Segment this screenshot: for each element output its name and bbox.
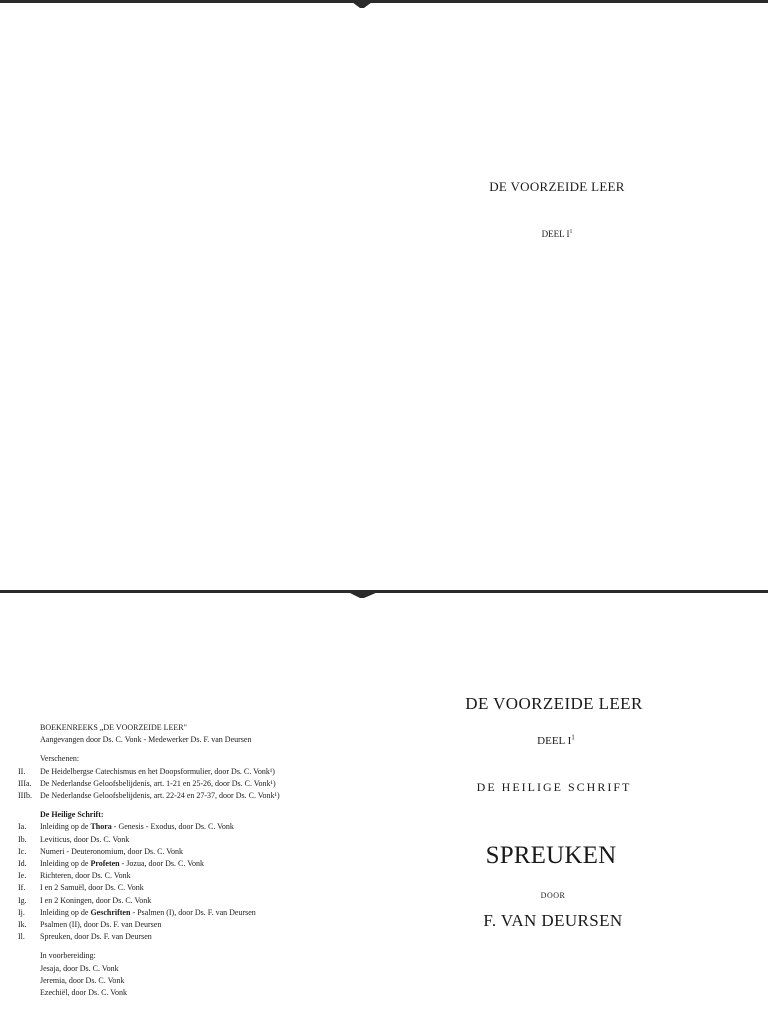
title-page-series: DE VOORZEIDE LEER (465, 694, 643, 713)
item-text: De Nederlandse Geloofsbelijdenis, art. 22-24 en 27-37, door Ds. C. Vonk¹) (40, 791, 280, 801)
scripture-heading: De Heilige Schrift: (40, 810, 104, 820)
scripture-item (18, 834, 348, 846)
item-number: Il. (18, 932, 25, 942)
item-number: If. (18, 883, 26, 893)
item-text: De Heidelbergse Catechismus en het Doopsformulier, door Ds. C. Vonk¹) (40, 766, 275, 776)
page-edge-bottom (0, 590, 768, 598)
item-number: Ib. (18, 834, 27, 844)
item-number: IIIa. (18, 778, 32, 788)
page-edge-top (0, 0, 768, 8)
scripture-item (18, 858, 348, 870)
item-number: Ic. (18, 846, 27, 856)
scripture-item (18, 919, 348, 931)
scripture-item (18, 895, 348, 907)
series-subtitle: Aangevangen door Ds. C. Vonk - Medewerker Ds. F. van Deursen (40, 735, 252, 745)
title-page-book: SPREUKEN (485, 842, 617, 869)
item-number: Ig. (18, 895, 27, 905)
item-number: Ik. (18, 920, 27, 930)
scripture-item (18, 907, 348, 919)
scripture-item (18, 821, 348, 833)
published-item (18, 766, 348, 778)
title-page-author: F. VAN DEURSEN (483, 911, 623, 930)
item-text: Numeri - Deuteronomium, door Ds. C. Vonk (40, 846, 184, 856)
published-item (18, 790, 348, 802)
item-text: Leviticus, door Ds. C. Vonk (40, 834, 130, 844)
published-item (18, 778, 348, 790)
item-number: Ij. (18, 907, 25, 917)
prep-item: Jesaja, door Ds. C. Vonk (40, 963, 119, 973)
item-number: IIIb. (18, 791, 32, 801)
top-title: DE VOORZEIDE LEER (489, 179, 625, 194)
top-subtitle: DEEL $I^1$ (541, 229, 573, 239)
series-list (18, 722, 348, 999)
item-text: I en 2 Koningen, door Ds. C. Vonk (40, 895, 152, 905)
title-page-section: DE HEILIGE SCHRIFT (476, 780, 632, 794)
item-text: I en 2 Samuël, door Ds. C. Vonk (40, 883, 144, 893)
scripture-item (18, 846, 348, 858)
item-number: II. (18, 766, 26, 776)
item-number: Ia. (18, 822, 27, 832)
published-heading: Verschenen: (40, 754, 80, 764)
item-text: De Nederlandse Geloofsbelijdenis, art. 1-21 en 25-26, door Ds. C. Vonk¹) (40, 778, 276, 788)
prep-item: Jeremia, door Ds. C. Vonk (40, 975, 125, 985)
item-number: Id. (18, 859, 27, 869)
published-list (18, 766, 348, 803)
item-text: Inleiding op de Profeten - Jozua, door Ds. C. Vonk (40, 859, 204, 869)
item-text: Spreuken, door Ds. F. van Deursen (40, 932, 152, 942)
scripture-item (18, 931, 348, 943)
scripture-item (18, 882, 348, 894)
prep-heading: In voorbereiding: (40, 951, 96, 961)
title-page-door: DOOR (540, 891, 566, 900)
item-number: Ie. (18, 871, 27, 881)
item-text: Inleiding op de Geschriften - Psalmen (I), door Ds. F. van Deursen (40, 907, 256, 917)
scripture-item (18, 870, 348, 882)
item-text: Richteren, door Ds. C. Vonk (40, 871, 131, 881)
scripture-list (18, 821, 348, 943)
prep-item: Ezechiël, door Ds. C. Vonk (40, 988, 128, 998)
series-title: BOEKENREEKS „DE VOORZEIDE LEER" (40, 723, 187, 732)
title-page-deel: DEEL $I^1$ (537, 733, 575, 747)
item-text: Psalmen (II), door Ds. F. van Deursen (40, 920, 162, 930)
prep-list (18, 963, 348, 1000)
item-text: Inleiding op de Thora - Genesis - Exodus, door Ds. C. Vonk (40, 822, 234, 832)
